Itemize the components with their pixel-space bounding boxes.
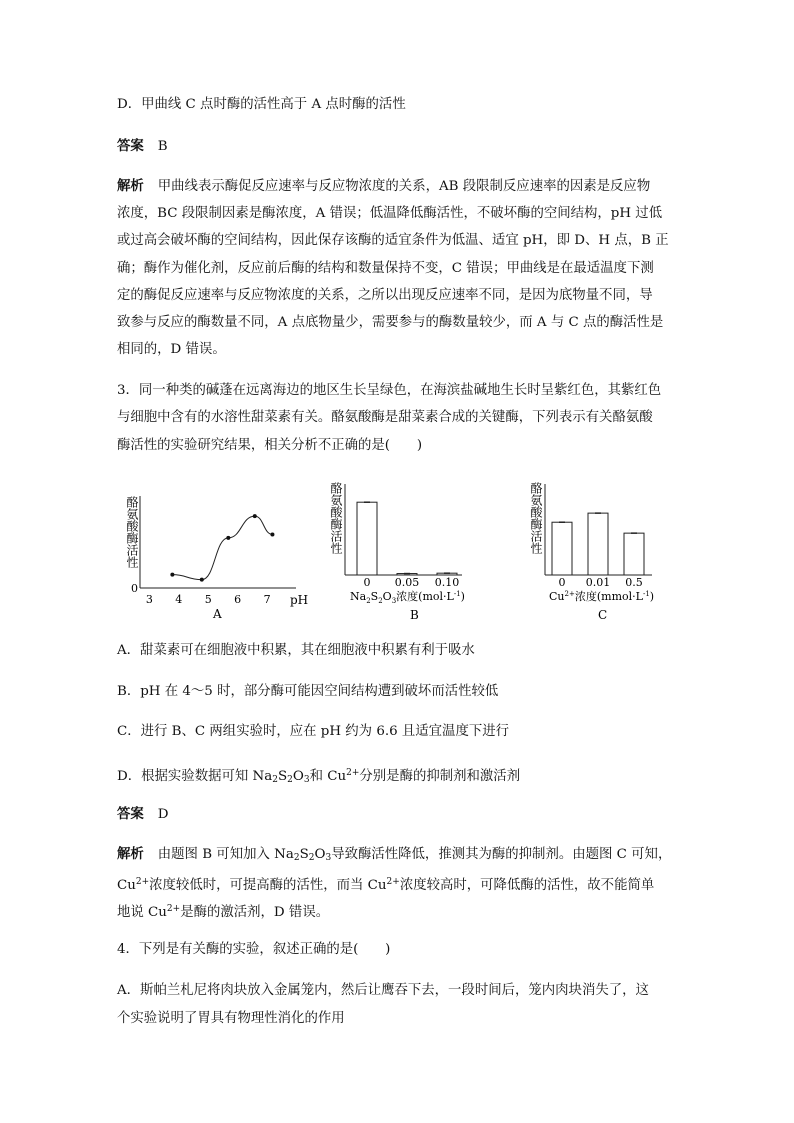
chart-c-xlabel: $Cu^{2+}$浓度$(mmol\cdot L^{-1})$ — [549, 590, 655, 603]
chart-a-x-tick: 4 — [175, 593, 183, 606]
chart-a-point — [226, 536, 230, 540]
analysis-line-3: 或过高会破坏酶的空间结构，因此保存该酶的适宜条件为低温、适宜 pH，即 D、H 点，B 正 — [117, 233, 669, 248]
chart-b-x-tick: 0.05 — [394, 576, 420, 589]
chart-a-x-tick: 3 — [145, 593, 153, 606]
chart-a-point — [270, 532, 274, 536]
answer-label: 答案 — [117, 807, 144, 822]
chart-c-bar — [552, 522, 572, 575]
chart-a-curve — [172, 516, 272, 580]
answer-line-prev — [117, 137, 168, 157]
chart-b-bar — [357, 502, 377, 575]
chart-a-y-zero: 0 — [131, 582, 138, 595]
chart-a-point — [200, 578, 204, 582]
analysis-label: 解析 — [117, 179, 144, 194]
chart-c — [522, 476, 682, 626]
analysis-line-1: 解析 甲曲线表示酶促反应速率与反应物浓度的关系，AB 段限制反应速率的因素是反应物 — [117, 179, 651, 194]
chart-a-x-tick: 6 — [234, 593, 242, 606]
analysis-line-4: 确；酶作为催化剂，反应前后酶的结构和数量保持不变，C 错误；甲曲线是在最适温度下测 — [117, 261, 654, 276]
chart-c-title: C — [598, 608, 608, 622]
chart-c-bar — [588, 513, 608, 575]
chart-c-x-tick: 0 — [558, 576, 566, 589]
q3-answer-line — [117, 805, 169, 825]
chart-c-bar — [624, 533, 644, 575]
q4-stem: 4．下列是有关酶的实验，叙述正确的是( ) — [117, 942, 391, 957]
chart-a-x-tick: 5 — [204, 593, 212, 606]
q4-option-a-1: A．斯帕兰札尼将肉块放入金属笼内，然后让鹰吞下去，一段时间后，笼内肉块消失了，这 — [117, 983, 649, 998]
chart-b-xlabel: $Na_2S_2O_3$浓度$(mol\cdot L^{-1})$ — [350, 590, 465, 605]
chart-a-title: A — [213, 607, 222, 621]
svg-text:酪氨酸酶活性: 酪氨酸酶活性 — [125, 496, 139, 568]
chart-a-x-tick: 7 — [263, 593, 271, 606]
q3-option-a: A．甜菜素可在细胞液中积累，其在细胞液中积累有利于吸水 — [117, 643, 475, 658]
analysis-line-5: 定的酶促反应速率与反应物浓度的关系，之所以出现反应速率不同，是因为底物量不同，导 — [117, 288, 653, 303]
chart-b-x-tick: 0 — [363, 576, 371, 589]
answer-label: 答案 — [117, 139, 144, 154]
q3-stem-2: 与细胞中含有的水溶性甜菜素有关。酪氨酸酶是甜菜素合成的关键酶，下列表示有关酪氨酸 — [117, 410, 653, 425]
chart-a-point — [170, 573, 174, 577]
q4-option-a-2: 个实验说明了胃具有物理性消化的作用 — [117, 1011, 345, 1026]
chart-c-ylabel: 酪氨酸酶活性 — [529, 482, 543, 554]
chart-a — [118, 476, 318, 626]
q3-stem-1: 3．同一种类的碱蓬在远离海边的地区生长呈绿色，在海滨盐碱地生长时呈紫红色，其紫红色 — [117, 383, 662, 398]
q3-option-c: C．进行 B、C 两组实验时，应在 pH 约为 6.6 且适宜温度下进行 — [117, 724, 510, 739]
q3-stem-3: 酶活性的实验研究结果，相关分析不正确的是( ) — [117, 438, 423, 453]
chart-a-ylabel — [125, 496, 139, 568]
q3-analysis-1: 解析 由题图 B 可知加入 $Na_2S_2O_3$导致酶活性降低，推测其为酶的抑制剂。由题图 C 可知， — [117, 847, 672, 863]
chart-a-xlabel: pH — [290, 593, 309, 607]
analysis-line-7: 相同的，D 错误。 — [117, 342, 226, 357]
chart-b — [322, 476, 502, 626]
analysis-line-6: 致参与反应的酶数量不同，A 点底物量少，需要参与的酶数量较少，而 A 与 C 点的酶活性是 — [117, 315, 664, 330]
chart-c-x-tick: 0.01 — [585, 576, 611, 589]
q3-option-d: D．根据实验数据可知 $Na_2S_2O_3$和 $Cu^{2+}$分别是酶的抑制剂和激活剂 — [117, 768, 521, 785]
analysis-line-2: 浓度，BC 段限制因素是酶浓度，A 错误；低温降低酶活性，不破坏酶的空间结构，pH 过低 — [117, 206, 663, 221]
q3-analysis-3: 地说 $Cu^{2+}$是酶的激活剂，D 错误。 — [117, 904, 330, 920]
chart-b-ylabel: 酪氨酸酶活性 — [329, 482, 343, 554]
answer-value: B — [157, 139, 168, 154]
q3-option-b: B．pH 在 4～5 时，部分酶可能因空间结构遭到破坏而活性较低 — [117, 684, 499, 699]
chart-b-title: B — [410, 608, 419, 622]
chart-a-point — [253, 514, 257, 518]
chart-b-x-tick: 0.10 — [434, 576, 460, 589]
answer-value: D — [157, 807, 169, 822]
chart-c-x-tick: 0.5 — [625, 576, 643, 589]
option-d-prev: D．甲曲线 C 点时酶的活性高于 A 点时酶的活性 — [117, 97, 406, 112]
q3-analysis-2: $Cu^{2+}$浓度较低时，可提高酶的活性，而当 $Cu^{2+}$浓度较高时，可降低酶的活性，故不能简单 — [117, 877, 655, 893]
